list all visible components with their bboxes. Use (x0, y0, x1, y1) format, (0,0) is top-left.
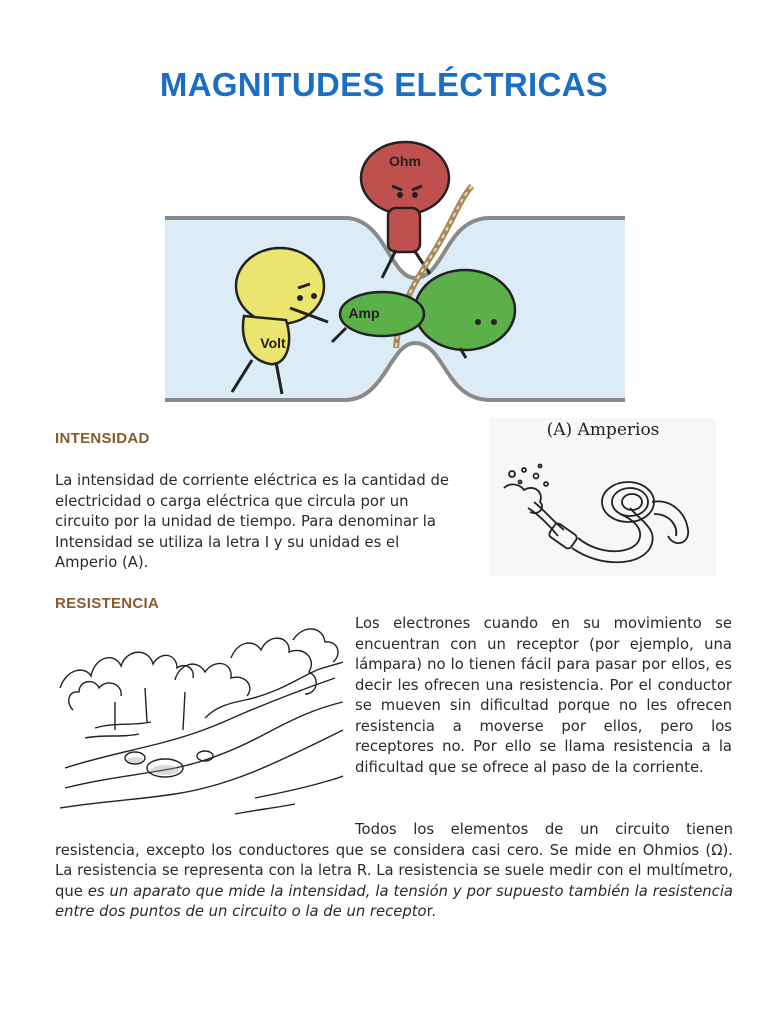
amperios-figure (490, 418, 716, 576)
hose-illustration (490, 418, 716, 576)
river-illustration (55, 618, 345, 823)
resistencia-text-1: Los electrones cuando en su movimiento se encuentran con un receptor (por ejemplo, una lámpara) no lo tienen fácil para pasar por ellos, es decir les ofrecen una resistencia. Por el conductor se mueven sin dificultad porque no les ofrecen resistencia a moverse por ellos, pero los receptores no. Por ello se llama resistencia a la dificultad que se ofrece al paso de la corriente. (355, 615, 732, 776)
hero-illustration (160, 138, 630, 410)
resistencia-text-2-end: r. (426, 903, 437, 920)
volt-label: Volt (260, 335, 286, 351)
resistencia-text-2-normal: Todos los elementos de un circuito tienen resistencia, excepto los conductores que se considera casi cero. Se mide en Ohmios (Ω). La resistencia se representa con la letra R. La resistencia se suele medir con el multímetro, que (55, 821, 733, 900)
page-title: MAGNITUDES ELÉCTRICAS (159, 66, 609, 103)
resistencia-text-2-italic: es un aparato que mide la intensidad, la tensión y por supuesto también la resistencia entre dos puntos de un circuito o la de un recepto (55, 882, 733, 920)
amp-label: Amp (348, 305, 380, 321)
resistencia-heading: RESISTENCIA (55, 595, 160, 612)
intensidad-heading: INTENSIDAD (55, 430, 150, 447)
intensidad-text: La intensidad de corriente eléctrica es la cantidad de electricidad o carga eléctrica que circula por un circuito por la unidad de tiempo. Para denominar la Intensidad se utiliza la letra I y su unidad es el Amperio (A). (55, 472, 449, 571)
amperios-caption: (A) Amperios (546, 420, 660, 440)
resistencia-text-2 (55, 820, 733, 923)
ohm-label: Ohm (389, 153, 421, 169)
